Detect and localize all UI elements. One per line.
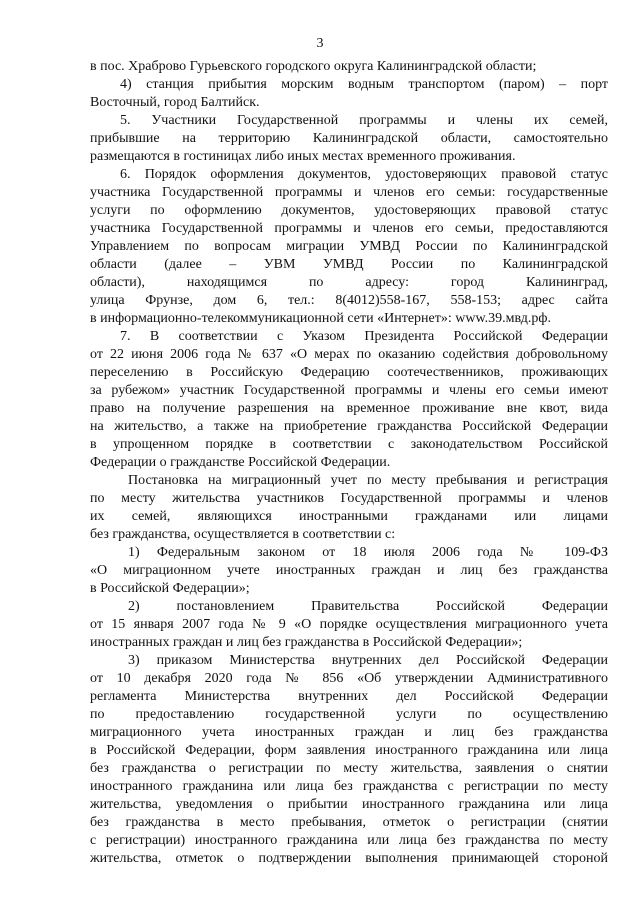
text-line: 3) приказом Министерства внутренних дел Российской Федерации bbox=[128, 653, 608, 668]
text-line: 4) станция прибытия морским водным транспортом (паром) – порт bbox=[120, 77, 608, 92]
text-line: Федерации о гражданстве Российской Федерации. bbox=[90, 455, 391, 470]
text-line: Управлением по вопросам миграции УМВД России по Калининградской bbox=[90, 239, 608, 254]
text-line: 6. Порядок оформления документов, удостоверяющих правовой статус bbox=[120, 167, 608, 182]
text-line: их семей, являющихся иностранными гражданами или лицами bbox=[90, 509, 608, 524]
text-line: Восточный, город Балтийск. bbox=[90, 95, 260, 110]
text-line: прибывшие на территорию Калининградской области, самостоятельно bbox=[90, 131, 608, 146]
text-line: области), находящимся по адресу: город Калининград, bbox=[90, 275, 608, 290]
text-line: с регистрации) иностранного гражданина или лица без гражданства по месту bbox=[90, 833, 608, 848]
text-line: без гражданства, осуществляется в соответствии с: bbox=[90, 527, 396, 542]
text-line: по месту жительства участников Государственной программы и членов bbox=[90, 491, 608, 506]
text-line: области (далее – УВМ УМВД России по Калининградской bbox=[90, 257, 608, 272]
text-line: Постановка на миграционный учет по месту пребывания и регистрация bbox=[128, 473, 608, 488]
text-line: в пос. Храброво Гурьевского городского округа Калининградской области; bbox=[90, 59, 537, 74]
text-line: без гражданства о регистрации по месту жительства, заявления о снятии bbox=[90, 761, 608, 776]
text-line: за рубежом» участник Государственной программы и члены его семьи имеют bbox=[90, 383, 608, 398]
text-line: миграционного учета иностранных граждан и лиц без гражданства bbox=[90, 725, 608, 740]
text-line: 1) Федеральным законом от 18 июля 2006 года № 109-ФЗ bbox=[128, 545, 608, 560]
document-body bbox=[90, 58, 608, 868]
text-line: 2) постановлением Правительства Российской Федерации bbox=[128, 599, 608, 614]
text-line: регламента Министерства внутренних дел Российской Федерации bbox=[90, 689, 608, 704]
text-line: участника Государственной программы и членов его семьи: государственные bbox=[90, 185, 608, 200]
text-line: 5. Участники Государственной программы и члены их семей, bbox=[120, 113, 608, 128]
text-line: услуги по оформлению документов, удостоверяющих правовой статус bbox=[90, 203, 608, 218]
text-line: от 22 июня 2006 года № 637 «О мерах по оказанию содействия добровольному bbox=[90, 347, 608, 362]
text-line: участника Государственной программы и членов его семьи, предоставляются bbox=[90, 221, 608, 236]
text-line: жительства, уведомления о прибытии иностранного гражданина или лица bbox=[90, 797, 608, 812]
text-line: жительства, отметок о подтверждении выполнения принимающей стороной bbox=[90, 851, 608, 866]
text-line: иностранных граждан и лиц без гражданства в Российской Федерации»; bbox=[90, 635, 523, 650]
text-line: в Российской Федерации»; bbox=[90, 581, 250, 596]
text-line: по предоставлению государственной услуги по осуществлению bbox=[90, 707, 608, 722]
text-line: в Российской Федерации, форм заявления иностранного гражданина или лица bbox=[90, 743, 608, 758]
text-line: 7. В соответствии с Указом Президента Российской Федерации bbox=[120, 329, 608, 344]
text-line: иностранного гражданина или лица без гражданства с регистрации по месту bbox=[90, 779, 608, 794]
text-line: от 10 декабря 2020 года № 856 «Об утверждении Административного bbox=[90, 671, 608, 686]
text-line: улица Фрунзе, дом 6, тел.: 8(4012)558-167, 558-153; адрес сайта bbox=[90, 293, 608, 308]
text-line: право на получение разрешения на временное проживание вне квот, вида bbox=[90, 401, 608, 416]
text-line: без гражданства в место пребывания, отметок о регистрации (снятии bbox=[90, 815, 608, 830]
text-line: «О миграционном учете иностранных граждан и лиц без гражданства bbox=[90, 563, 608, 578]
text-line: на жительство, а также на приобретение гражданства Российской Федерации bbox=[90, 419, 608, 434]
text-line: от 15 января 2007 года № 9 «О порядке осуществления миграционного учета bbox=[90, 617, 608, 632]
text-line: в упрощенном порядке в соответствии с законодательством Российской bbox=[90, 437, 608, 452]
text-line: размещаются в гостиницах либо иных местах временного проживания. bbox=[90, 149, 516, 164]
text-line: переселению в Российскую Федерацию соотечественников, проживающих bbox=[90, 365, 608, 380]
text-line: в информационно-телекоммуникационной сети «Интернет»: www.39.мвд.рф. bbox=[90, 311, 551, 326]
page-number: 3 bbox=[316, 36, 324, 51]
